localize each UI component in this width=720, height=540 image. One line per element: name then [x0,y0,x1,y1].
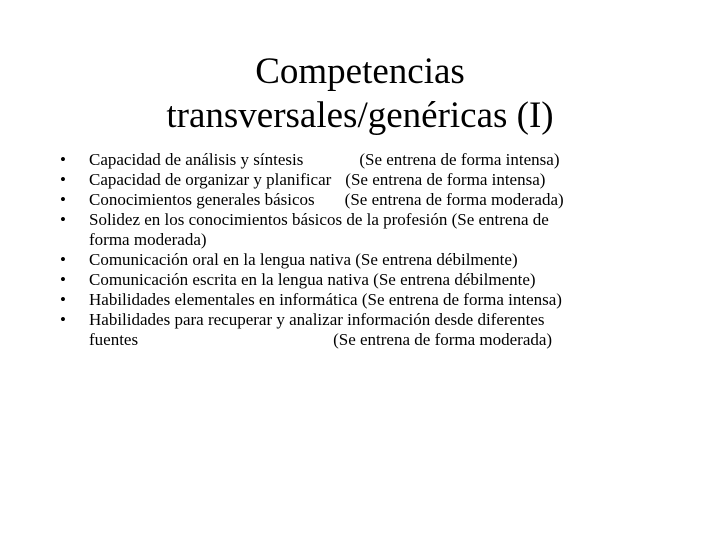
bullet-text-line [89,150,706,170]
slide-title [60,50,660,138]
competency-name: Capacidad de análisis y síntesis [89,150,304,169]
title-line: transversales/genéricas (I) [166,95,554,136]
bullet-icon: • [60,210,66,229]
bullet-icon: • [60,190,66,209]
bullet-item [56,270,706,290]
bullet-icon: • [60,290,66,309]
bullet-item [56,150,706,170]
bullet-icon: • [60,150,66,169]
bullet-text-line: Habilidades elementales en informática (Se entrena de forma intensa) [89,290,562,309]
bullet-icon: • [60,270,66,289]
competency-name: Capacidad de organizar y planificar [89,170,332,189]
training-level: (Se entrena de forma moderada) [333,330,553,349]
bullet-item [56,190,706,210]
bullet-text-line [89,330,706,350]
bullet-item [56,310,706,350]
bullet-text-line: Solidez en los conocimientos básicos de la profesión (Se entrena de [89,210,549,229]
bullet-text-line: Habilidades para recuperar y analizar información desde diferentes [89,310,545,329]
training-level: (Se entrena de forma moderada) [344,190,564,209]
bullet-icon: • [60,250,66,269]
bullet-text-line: forma moderada) [89,230,207,249]
bullet-text-line: Comunicación oral en la lengua nativa (Se entrena débilmente) [89,250,518,269]
bullet-icon: • [60,170,66,189]
training-level: (Se entrena de forma intensa) [359,150,560,169]
bullet-item [56,210,706,250]
bullet-list [56,150,706,350]
bullet-item [56,290,706,310]
training-level: (Se entrena de forma intensa) [345,170,546,189]
competency-name: Conocimientos generales básicos [89,190,315,209]
bullet-icon: • [60,310,66,329]
bullet-text-line: Comunicación escrita en la lengua nativa (Se entrena débilmente) [89,270,536,289]
competency-name: fuentes [89,330,139,349]
bullet-item [56,170,706,190]
title-line: Competencias [255,51,465,92]
bullet-item [56,250,706,270]
bullet-text-line [89,190,706,210]
bullet-text-line [89,170,706,190]
